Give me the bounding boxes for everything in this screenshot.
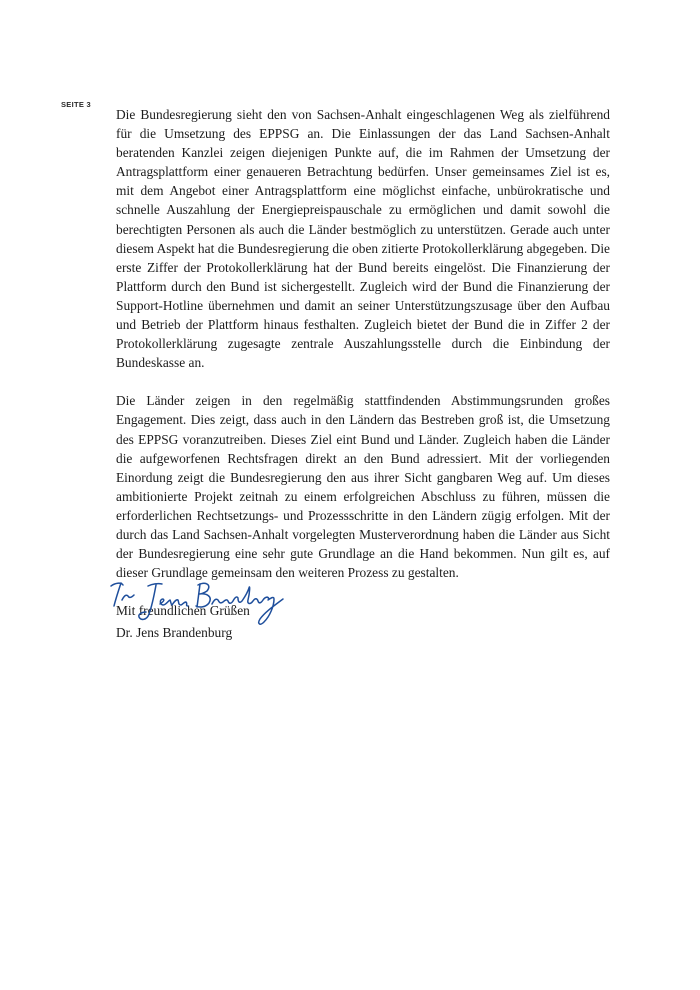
- handwritten-signature: [108, 574, 288, 630]
- page-number-label: SEITE 3: [61, 100, 92, 109]
- signer-name: Dr. Jens Brandenburg: [116, 625, 233, 640]
- letter-body: [116, 105, 610, 620]
- letter-paragraph-2: Die Länder zeigen in den regelmäßig stattfindenden Abstimmungsrunden großes Engagement. Dies zeigt, dass auch in den Ländern das Bestreben groß ist, die Umsetzung des EPPSG voranzutreiben. Dieses Ziel eint Bund und Länder. Zugleich haben die Länder die aufgeworfenen Rechtsfragen direkt an den Bund adressiert. Mit der vorliegenden Einordung zeigt die Bundesregierung den aus ihrer Sicht gangbaren Weg auf. Um dieses ambitionierte Projekt zeitnah zu einem erfolgreichen Abschluss zu führen, müssen die erforderlichen Rechtsetzungs- und Prozessschritte in den Ländern zügig erfolgen. Mit der durch das Land Sachsen-Anhalt vorgelegten Musterverordnung haben die Länder aus Sicht der Bundesregierung eine sehr gute Grundlage an die Hand bekommen. Nun gilt es, auf dieser Grundlage gemeinsam den weiteren Prozess zu gestalten.: [116, 393, 610, 581]
- closing-salutation: Mit freundlichen Grüßen: [116, 603, 250, 619]
- letter-paragraph-1: Die Bundesregierung sieht den von Sachsen-Anhalt eingeschlagenen Weg als zielführend für die Umsetzung des EPPSG an. Die Einlassungen der das Land Sachsen-Anhalt beratenden Kanzlei zeigen diejenigen Punkte auf, die im Rahmen der Umsetzung der Antragsplattform einer genaueren Betrachtung bedürfen. Unser gemeinsames Ziel ist es, mit dem Angebot einer Antragsplattform eine möglichst einfache, unbürokratische und schnelle Auszahlung der Energiepreispauschale zu ermöglichen und damit sowohl die berechtigten Personen als auch die Länder bestmöglich zu unterstützen. Gerade auch unter diesem Aspekt hat die Bundesregierung die oben zitierte Protokollerklärung abgegeben. Die erste Ziffer der Protokollerklärung hat der Bund bereits eingelöst. Die Finanzierung der Plattform durch den Bund ist sichergestellt. Zugleich wird der Bund die Finanzierung der Support-Hotline übernehmen und damit an seiner Unterstützungszusage über den Aufbau und Betrieb der Plattform hinaus festhalten. Zugleich bietet der Bund die in Ziffer 2 der Protokollerklärung zugesagte zentrale Auszahlungsstelle durch die Einbindung der Bundeskasse an.: [116, 107, 610, 371]
